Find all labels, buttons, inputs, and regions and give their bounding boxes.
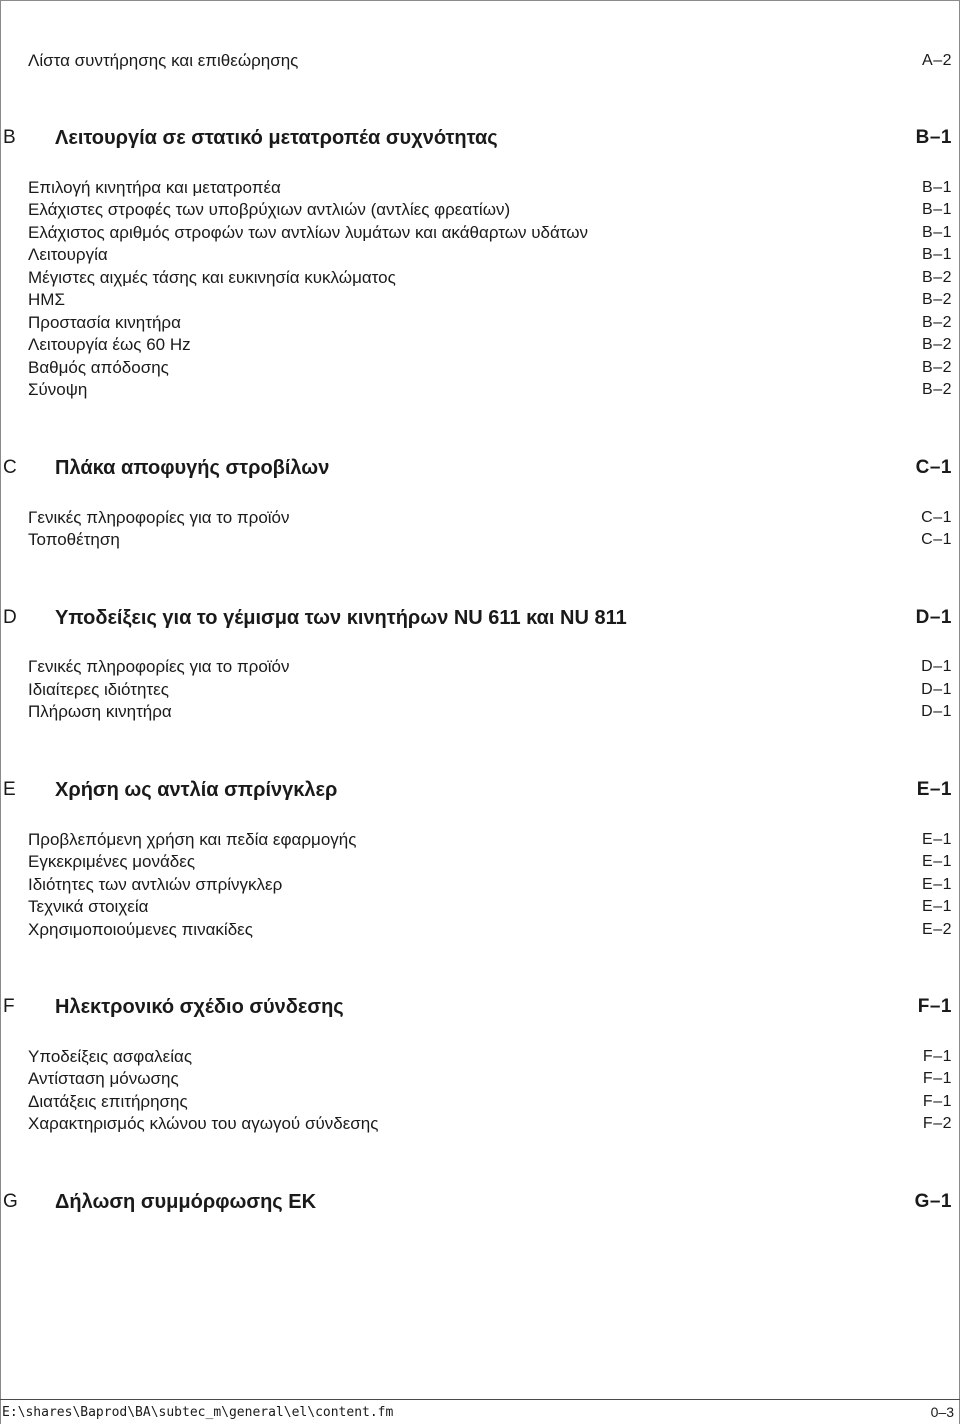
toc-entry[interactable] [28, 289, 952, 311]
toc-entry-page: B–2 [922, 314, 952, 331]
toc-entry-page: A–2 [922, 52, 952, 69]
toc-entry-label: Εγκεκριμένες μονάδες [28, 852, 196, 871]
section-letter: C [3, 457, 17, 478]
section-page: B–1 [915, 127, 952, 148]
section-page: C–1 [915, 457, 952, 478]
toc-entry-label: Ελάχιστος αριθμός στροφών των αντλίων λυμάτων και ακάθαρτων υδάτων [28, 223, 589, 242]
page-border-top [0, 0, 960, 1]
toc-entry-label: Προβλεπόμενη χρήση και πεδία εφαρμογής [28, 830, 357, 849]
toc-entry[interactable] [28, 656, 952, 678]
toc-entry-label: Λίστα συντήρησης και επιθεώρησης [28, 51, 299, 70]
toc-entry-label: Ελάχιστες στροφές των υποβρύχιων αντλιών (αντλίες φρεατίων) [28, 200, 511, 219]
toc-entry[interactable] [28, 244, 952, 266]
toc-entry[interactable] [28, 1046, 952, 1068]
toc-entry-page: F–1 [922, 1093, 952, 1110]
toc-entry-page: E–1 [922, 876, 952, 893]
section-page: D–1 [915, 607, 952, 628]
section-title: Λειτουργία σε στατικό μετατροπέα συχνότητας [55, 126, 498, 149]
toc-entry-page: C–1 [921, 509, 952, 526]
toc-entry-page: B–2 [922, 381, 952, 398]
toc-entry-page: F–1 [922, 1070, 952, 1087]
toc-entry-label: Λειτουργία έως 60 Hz [28, 335, 191, 354]
toc-entry[interactable] [28, 334, 952, 356]
toc-entry[interactable] [28, 896, 952, 918]
toc-entry-page: B–2 [922, 359, 952, 376]
toc-entry-label: Επιλογή κινητήρα και μετατροπέα [28, 178, 281, 197]
page-border-left [0, 0, 1, 1424]
toc-entry-page: B–1 [922, 201, 952, 218]
toc-entry-label: Χαρακτηρισμός κλώνου του αγωγού σύνδεσης [28, 1114, 379, 1133]
toc-entry[interactable] [28, 1113, 952, 1135]
toc-entry[interactable] [28, 312, 952, 334]
toc-entry-page: B–2 [922, 336, 952, 353]
toc-entry-page: E–2 [922, 921, 952, 938]
toc-entry-page: B–1 [922, 179, 952, 196]
toc-section-e[interactable] [3, 775, 952, 805]
toc-entry-label: Τεχνικά στοιχεία [28, 897, 149, 916]
toc-entry-label: Αντίσταση μόνωσης [28, 1069, 179, 1088]
toc-entry[interactable] [28, 507, 952, 529]
toc-entry[interactable] [28, 177, 952, 199]
toc-section-c[interactable] [3, 453, 952, 483]
toc-entry-label: Υποδείξεις ασφαλείας [28, 1047, 193, 1066]
toc-entry[interactable] [28, 379, 952, 401]
toc-entry-page: F–2 [922, 1115, 952, 1132]
section-title: Χρήση ως αντλία σπρίνγκλερ [55, 778, 338, 801]
page-footer [0, 1399, 960, 1424]
section-page: F–1 [917, 996, 952, 1017]
toc-entry[interactable] [28, 919, 952, 941]
toc-entry[interactable] [28, 701, 952, 723]
toc-entry-label: Σύνοψη [28, 380, 88, 399]
toc-entry-label: Γενικές πληροφορίες για το προϊόν [28, 657, 290, 676]
toc-entry[interactable] [28, 1091, 952, 1113]
toc-entry-page: B–1 [922, 246, 952, 263]
section-page: G–1 [914, 1191, 952, 1212]
toc-entry-label: Βαθμός απόδοσης [28, 358, 169, 377]
toc-entry-label: ΗΜΣ [28, 290, 65, 309]
toc-entry-page: D–1 [921, 658, 952, 675]
toc-entry-label: Πλήρωση κινητήρα [28, 702, 172, 721]
footer-file-path: E:\shares\Baprod\BA\subtec_m\general\el\content.fm [2, 1404, 394, 1420]
section-letter: F [3, 996, 15, 1017]
section-letter: E [3, 779, 16, 800]
section-title: Πλάκα αποφυγής στροβίλων [55, 456, 330, 479]
toc-entry-label: Χρησιμοποιούμενες πινακίδες [28, 920, 253, 939]
toc-entry-page: C–1 [921, 531, 952, 548]
toc-entry-page: E–1 [922, 831, 952, 848]
section-letter: B [3, 127, 16, 148]
toc-entry-page: B–2 [922, 269, 952, 286]
toc-entry[interactable] [28, 222, 952, 244]
toc-entry[interactable] [28, 874, 952, 896]
section-letter: D [3, 607, 17, 628]
toc-entry-label: Λειτουργία [28, 245, 108, 264]
toc-entry-label: Γενικές πληροφορίες για το προϊόν [28, 508, 290, 527]
toc-entry-label: Τοποθέτηση [28, 530, 120, 549]
toc-entry[interactable] [28, 267, 952, 289]
toc-entry-maintenance-list[interactable] [28, 50, 952, 72]
toc-entry[interactable] [28, 851, 952, 873]
toc-entry-page: E–1 [922, 898, 952, 915]
toc-entry[interactable] [28, 529, 952, 551]
section-title: Ηλεκτρονικό σχέδιο σύνδεσης [55, 995, 344, 1018]
toc-section-f[interactable] [3, 992, 952, 1022]
toc-entry[interactable] [28, 829, 952, 851]
toc-section-d[interactable] [3, 603, 952, 633]
toc-entry-page: E–1 [922, 853, 952, 870]
toc-section-b[interactable] [3, 123, 952, 153]
toc-entry[interactable] [28, 199, 952, 221]
toc-entry-label: Ιδιαίτερες ιδιότητες [28, 680, 169, 699]
toc-entry-label: Προστασία κινητήρα [28, 313, 181, 332]
toc-section-g[interactable] [3, 1187, 952, 1217]
toc-entry-page: D–1 [921, 703, 952, 720]
section-title: Υποδείξεις για το γέμισμα των κινητήρων NU 611 και NU 811 [55, 606, 627, 629]
toc-entry-label: Μέγιστες αιχμές τάσης και ευκινησία κυκλώματος [28, 268, 396, 287]
toc-entry-page: B–1 [922, 224, 952, 241]
section-page: E–1 [916, 779, 952, 800]
toc-entry[interactable] [28, 679, 952, 701]
toc-entry-label: Διατάξεις επιτήρησης [28, 1092, 188, 1111]
toc-entry-label: Ιδιότητες των αντλιών σπρίνγκλερ [28, 875, 283, 894]
footer-page-number: 0–3 [930, 1404, 954, 1420]
toc-entry[interactable] [28, 357, 952, 379]
section-letter: G [3, 1191, 18, 1212]
section-title: Δήλωση συμμόρφωσης ΕΚ [55, 1190, 317, 1213]
toc-entry-page: F–1 [922, 1048, 952, 1065]
toc-entry-page: B–2 [922, 291, 952, 308]
toc-entry-page: D–1 [921, 681, 952, 698]
toc-entry[interactable] [28, 1068, 952, 1090]
